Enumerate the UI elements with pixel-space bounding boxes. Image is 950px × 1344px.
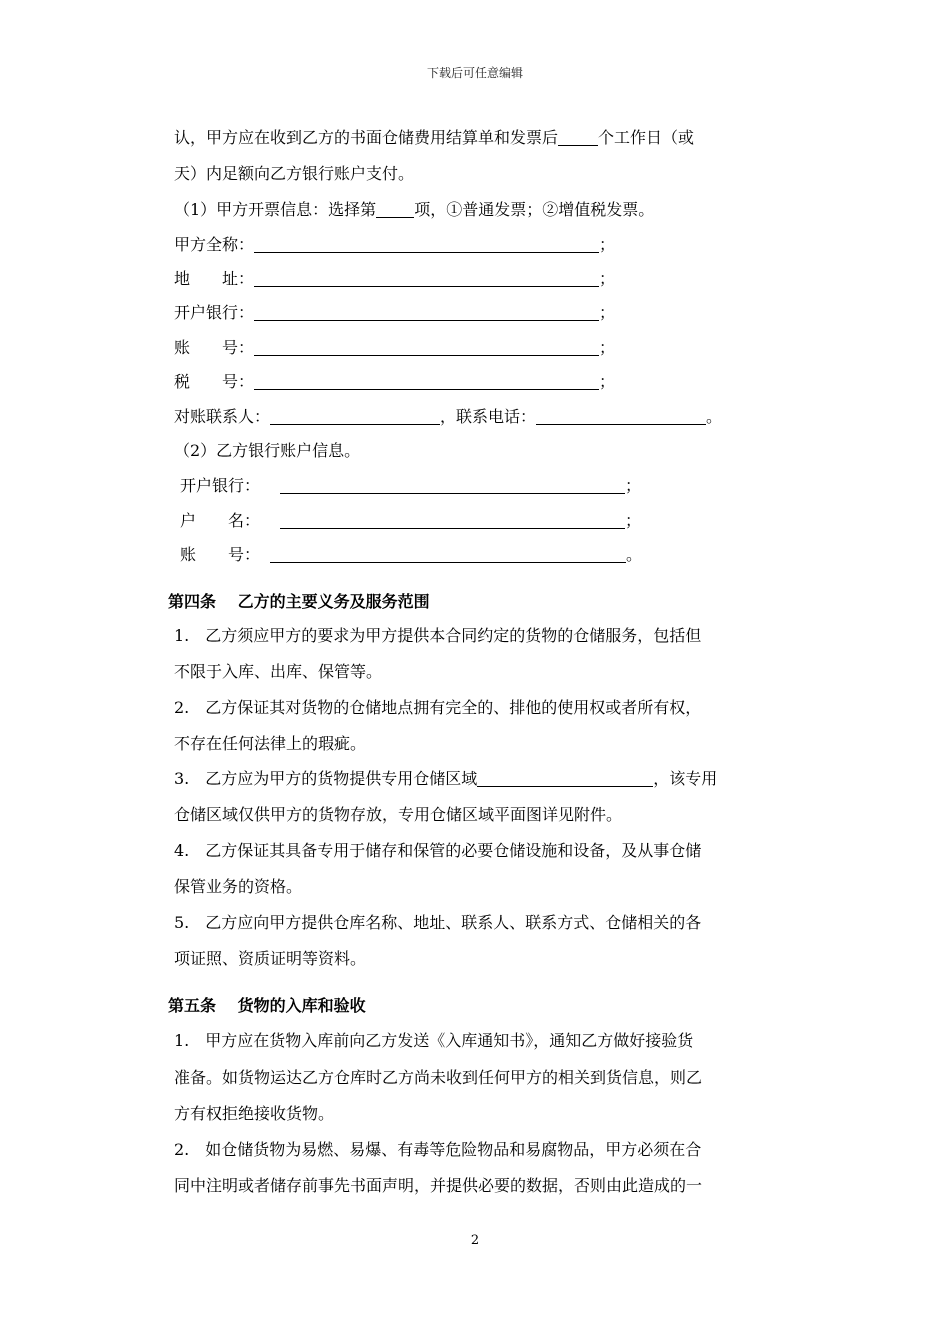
blank-field — [270, 545, 626, 563]
paragraph-line: 保管业务的资格。 — [174, 877, 303, 896]
blank-field — [376, 200, 414, 218]
paragraph-line: 1. 乙方须应甲方的要求为甲方提供本合同约定的货物的仓储服务，包括但 — [174, 626, 702, 645]
text: 3. 乙方应为甲方的货物提供专用仓储区域 — [174, 769, 478, 788]
text: 。 — [706, 407, 723, 426]
text: ； — [625, 476, 642, 495]
paragraph-line: 2. 乙方保证其对货物的仓储地点拥有完全的、排他的使用权或者所有权， — [174, 698, 702, 717]
form-line-tax — [174, 371, 615, 393]
blank-field — [280, 511, 625, 529]
form-line-account — [174, 337, 615, 359]
text: ； — [599, 269, 616, 288]
blank-field — [254, 338, 599, 356]
paragraph-line: 天）内足额向乙方银行账户支付。 — [174, 164, 415, 183]
text: ，该专用 — [653, 769, 718, 788]
paragraph-line: 4. 乙方保证其具备专用于储存和保管的必要仓储设施和设备，及从事仓储 — [174, 841, 702, 860]
field-label: ，联系电话： — [440, 407, 537, 426]
form-line-b-holder — [180, 510, 641, 532]
paragraph-line: 1. 甲方应在货物入库前向乙方发送《入库通知书》，通知乙方做好接验货 — [174, 1031, 694, 1050]
paragraph-line: 项证照、资质证明等资料。 — [174, 949, 367, 968]
paragraph-line: 准备。如货物运达乙方仓库时乙方尚未收到任何甲方的相关到货信息，则乙 — [174, 1068, 703, 1087]
blank-field — [280, 476, 625, 494]
field-label: 账 号： — [174, 338, 255, 357]
field-label: 税 号： — [174, 372, 255, 391]
text: ； — [599, 235, 616, 254]
text: ； — [599, 372, 616, 391]
blank-field — [270, 407, 440, 425]
form-line-address — [174, 268, 615, 290]
text: ； — [599, 338, 616, 357]
form-line-contact — [174, 406, 722, 428]
paragraph-line: 2. 如仓储货物为易燃、易爆、有毒等危险物品和易腐物品，甲方必须在合 — [174, 1140, 702, 1159]
section-title-5: 第五条 货物的入库和验收 — [168, 996, 366, 1015]
page-number: 2 — [470, 1233, 480, 1248]
paragraph-line: 方有权拒绝接收货物。 — [174, 1104, 335, 1123]
field-label: 开户银行： — [180, 476, 261, 495]
blank-field — [254, 372, 599, 390]
paragraph-line — [174, 127, 694, 149]
paragraph-line: 不存在任何法律上的瑕疵。 — [174, 734, 367, 753]
text: 项，①普通发票；②增值税发票。 — [414, 200, 655, 219]
field-label: 对账联系人： — [174, 407, 271, 426]
field-label: 地 址： — [174, 269, 255, 288]
field-label: 开户银行： — [174, 303, 255, 322]
paragraph-line: （2）乙方银行账户信息。 — [174, 441, 361, 460]
text: 认，甲方应在收到乙方的书面仓储费用结算单和发票后 — [174, 128, 559, 147]
field-label: 甲方全称： — [174, 235, 255, 254]
blank-field — [254, 235, 599, 253]
paragraph-line — [174, 768, 717, 790]
blank-field — [558, 128, 598, 146]
field-label: 账 号： — [180, 545, 261, 564]
text: ； — [599, 303, 616, 322]
blank-field — [254, 269, 599, 287]
field-label: 户 名： — [180, 511, 261, 530]
form-line-b-bank — [180, 475, 641, 497]
page-header: 下载后可任意编辑 — [426, 66, 523, 80]
paragraph-line: 不限于入库、出库、保管等。 — [174, 662, 383, 681]
blank-field — [477, 769, 653, 787]
paragraph-line: 同中注明或者储存前事先书面声明，并提供必要的数据，否则由此造成的一 — [174, 1176, 703, 1195]
section-title-4: 第四条 乙方的主要义务及服务范围 — [168, 592, 430, 611]
text: 个工作日（或 — [598, 128, 695, 147]
paragraph-line: 仓储区域仅供甲方的货物存放，专用仓储区域平面图详见附件。 — [174, 805, 623, 824]
blank-field — [254, 303, 599, 321]
form-line-b-account — [180, 544, 642, 566]
text: 。 — [626, 545, 643, 564]
text: ； — [625, 511, 642, 530]
paragraph-line — [174, 199, 654, 221]
form-line-name — [174, 234, 615, 256]
text: （1）甲方开票信息：选择第 — [174, 200, 377, 219]
blank-field — [536, 407, 706, 425]
form-line-bank — [174, 302, 615, 324]
paragraph-line: 5. 乙方应向甲方提供仓库名称、地址、联系人、联系方式、仓储相关的各 — [174, 913, 702, 932]
